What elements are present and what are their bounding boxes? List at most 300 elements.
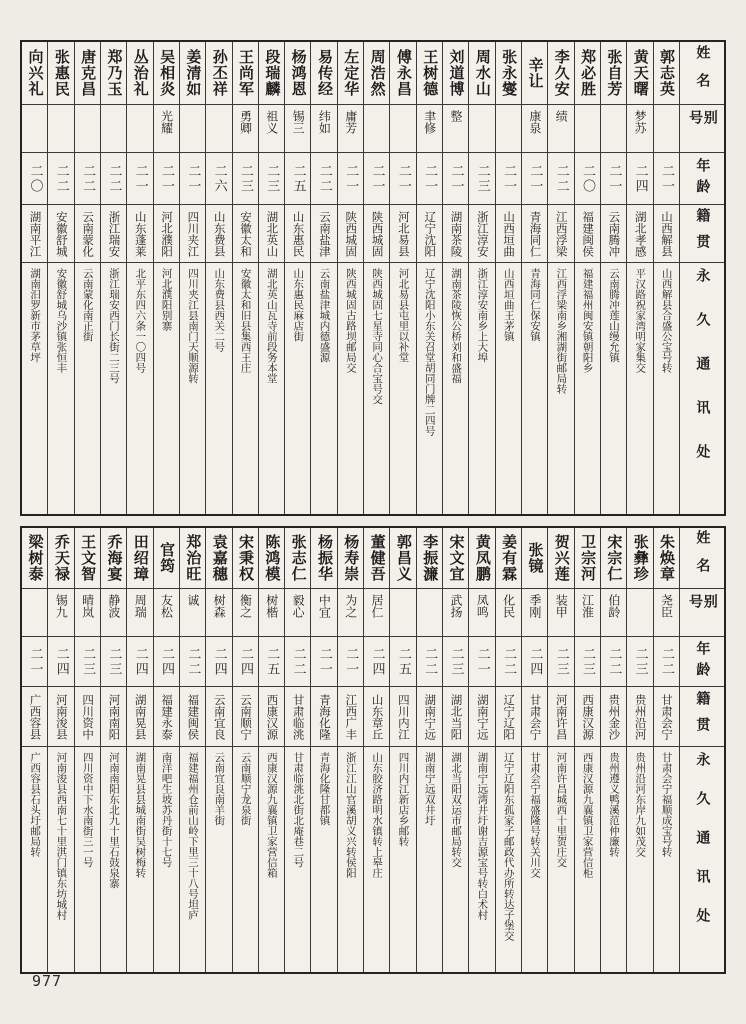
person-age: 二〇	[27, 163, 43, 194]
person-address: 北平东四六条一〇四号	[134, 268, 147, 373]
person-alias: 为之	[343, 594, 358, 618]
column-header-origin: 籍贯	[694, 207, 711, 260]
person-origin-cell	[417, 686, 442, 746]
person-name-cell	[338, 42, 363, 104]
person-address-cell	[417, 746, 442, 972]
person-age-cell	[627, 636, 652, 686]
person-age: 二一	[527, 163, 543, 194]
person-alias: 树森	[212, 594, 227, 618]
person-origin: 浙江瑞安	[107, 210, 122, 257]
person-age: 二四	[211, 646, 227, 677]
person-name-cell	[522, 42, 547, 104]
person-address: 福建福州仓前山岭下里三十八号坦庐	[186, 752, 199, 920]
person-alias: 康泉	[527, 110, 542, 134]
person-address: 山东惠民麻店街	[292, 268, 305, 342]
person-age-cell	[601, 636, 626, 686]
person-name-cell	[75, 528, 100, 588]
person-column	[547, 528, 573, 972]
person-origin: 甘肃会宁	[528, 693, 543, 740]
person-address-cell	[48, 746, 73, 972]
column-header-alias-cell	[680, 104, 724, 152]
person-origin: 西康汉源	[581, 693, 596, 740]
person-name-cell	[390, 528, 415, 588]
person-name-cell	[233, 42, 258, 104]
person-alias-cell	[496, 588, 521, 636]
person-address-cell	[469, 262, 494, 514]
person-alias-cell	[654, 104, 679, 152]
person-alias-cell	[548, 588, 573, 636]
person-origin: 福建闽侯	[186, 693, 201, 740]
person-column	[521, 42, 547, 514]
person-address-cell	[259, 262, 284, 514]
column-header-alias-cell	[680, 588, 724, 636]
person-address-cell	[627, 262, 652, 514]
person-name: 姜有霖	[500, 534, 519, 582]
person-origin: 湖北孝感	[633, 210, 648, 257]
person-age: 二一	[316, 646, 332, 677]
person-alias-cell	[48, 104, 73, 152]
person-column	[389, 528, 415, 972]
person-origin: 湖南平江	[28, 210, 43, 257]
person-age: 二一	[422, 163, 438, 194]
person-column	[442, 42, 468, 514]
person-alias-cell	[601, 104, 626, 152]
person-origin-cell	[575, 686, 600, 746]
person-name: 左定华	[342, 49, 361, 97]
person-column	[337, 528, 363, 972]
person-column	[205, 528, 231, 972]
person-column	[179, 528, 205, 972]
person-column	[416, 42, 442, 514]
person-alias: 化民	[501, 594, 516, 618]
person-column	[205, 42, 231, 514]
person-age-cell	[469, 152, 494, 204]
person-name: 黄天曙	[631, 49, 650, 97]
person-origin-cell	[127, 204, 152, 262]
person-column	[310, 42, 336, 514]
person-alias-cell	[443, 588, 468, 636]
person-alias: 季刚	[527, 594, 542, 618]
person-column	[626, 528, 652, 972]
person-origin-cell	[548, 686, 573, 746]
person-column	[495, 42, 521, 514]
person-address: 西康汉源九襄镇卫家营信柜	[581, 752, 594, 878]
person-age-cell	[154, 636, 179, 686]
person-origin-cell	[127, 686, 152, 746]
person-name: 张自芳	[605, 49, 624, 97]
person-name-cell	[259, 528, 284, 588]
person-columns-bottom	[22, 528, 679, 972]
person-origin: 青海同仁	[528, 210, 543, 257]
person-age: 二二	[290, 646, 306, 677]
person-origin: 云南盐津	[317, 210, 332, 257]
person-address-cell	[548, 262, 573, 514]
person-age-cell	[75, 152, 100, 204]
person-age-cell	[364, 636, 389, 686]
person-address-cell	[654, 262, 679, 514]
person-address: 西康汉源九襄镇卫家营信箱	[265, 752, 278, 878]
person-age: 二三	[264, 163, 280, 194]
person-address: 四川资中下水南街三一号	[81, 752, 94, 868]
header-column-top	[679, 42, 724, 514]
person-age-cell	[417, 152, 442, 204]
person-address-cell	[364, 746, 389, 972]
person-address: 河北易县屯里以补堂	[397, 268, 410, 363]
person-name-cell	[338, 528, 363, 588]
person-address: 广西容县石头圩邮局转	[29, 752, 42, 857]
person-age: 二五	[290, 163, 306, 194]
person-alias-cell	[417, 588, 442, 636]
person-alias: 祖义	[264, 110, 279, 134]
person-alias: 勇卿	[238, 110, 253, 134]
person-origin: 广西容县	[28, 693, 43, 740]
person-age: 二五	[395, 646, 411, 677]
person-alias: 友松	[159, 594, 174, 618]
person-address: 湖南宁远双井圩	[423, 752, 436, 826]
column-header-origin: 籍贯	[694, 690, 711, 743]
person-name-cell	[154, 42, 179, 104]
person-name-cell	[627, 42, 652, 104]
person-alias-cell	[285, 588, 310, 636]
person-origin: 山东费县	[212, 210, 227, 257]
person-column	[153, 42, 179, 514]
person-name-cell	[48, 42, 73, 104]
person-age-cell	[101, 152, 126, 204]
person-name: 周浩然	[368, 49, 387, 97]
person-name-cell	[101, 42, 126, 104]
person-age: 二一	[132, 163, 148, 194]
person-origin-cell	[443, 686, 468, 746]
person-name-cell	[364, 528, 389, 588]
person-name: 郭志英	[658, 49, 677, 97]
person-alias: 中宜	[317, 594, 332, 618]
person-name-cell	[259, 42, 284, 104]
person-name-cell	[417, 42, 442, 104]
person-name-cell	[127, 42, 152, 104]
person-age-cell	[206, 152, 231, 204]
person-name-cell	[180, 528, 205, 588]
person-alias-cell	[259, 588, 284, 636]
person-age: 二三	[80, 646, 96, 677]
person-alias-cell	[522, 588, 547, 636]
person-address: 山东胶济路明水镇转上皋庄	[371, 752, 384, 878]
person-age: 二二	[80, 163, 96, 194]
person-origin-cell	[390, 204, 415, 262]
person-age: 二三	[553, 646, 569, 677]
person-origin: 辽宁辽阳	[502, 693, 517, 740]
person-address-cell	[654, 746, 679, 972]
person-alias-cell	[338, 588, 363, 636]
person-column	[232, 42, 258, 514]
person-column	[310, 528, 336, 972]
person-name: 王尚军	[237, 49, 256, 97]
person-age: 二五	[264, 646, 280, 677]
person-address: 湖南汨罗新市茅草坪	[29, 268, 42, 363]
person-age: 二四	[527, 646, 543, 677]
person-origin: 甘肃会宁	[660, 693, 675, 740]
person-origin-cell	[364, 686, 389, 746]
person-address: 福建福州闽安镇朝阳乡	[581, 268, 594, 373]
person-alias: 装甲	[554, 594, 569, 618]
person-address: 甘肃临洮北街北庵巷二号	[292, 752, 305, 868]
person-origin-cell	[548, 204, 573, 262]
person-address-cell	[127, 262, 152, 514]
person-age-cell	[259, 636, 284, 686]
person-address: 湖北英山瓦寺前段务本堂	[265, 268, 278, 384]
column-header-age: 年龄	[694, 640, 711, 683]
person-age-cell	[601, 152, 626, 204]
person-origin-cell	[311, 204, 336, 262]
person-column	[653, 42, 679, 514]
person-name-cell	[233, 528, 258, 588]
person-origin: 云南蒙化	[81, 210, 96, 257]
person-origin: 云南顺宁	[239, 693, 254, 740]
person-address-cell	[75, 262, 100, 514]
person-age-cell	[443, 636, 468, 686]
person-age-cell	[575, 636, 600, 686]
person-column	[389, 42, 415, 514]
person-origin-cell	[627, 686, 652, 746]
person-column	[74, 42, 100, 514]
person-name-cell	[443, 42, 468, 104]
person-age: 二三	[448, 646, 464, 677]
person-origin-cell	[364, 204, 389, 262]
person-alias-cell	[127, 588, 152, 636]
person-address: 山西垣曲王茅镇	[502, 268, 515, 342]
person-address: 湖南晃县县城南街吴树梅转	[134, 752, 147, 878]
person-name-cell	[548, 528, 573, 588]
person-name: 乔天禄	[52, 534, 71, 582]
person-address-cell	[417, 262, 442, 514]
person-address-cell	[180, 262, 205, 514]
column-header-address: 永久通讯处	[694, 752, 711, 947]
person-address-cell	[206, 746, 231, 972]
person-origin-cell	[180, 204, 205, 262]
person-age: 二二	[106, 163, 122, 194]
person-name: 唐克昌	[79, 49, 98, 97]
person-address: 山东费县西关二号	[213, 268, 226, 352]
person-name: 朱焕章	[658, 534, 677, 582]
person-name: 杨鸿恩	[289, 49, 308, 97]
person-origin: 安徽太和	[239, 210, 254, 257]
person-name: 李振濂	[421, 534, 440, 582]
person-alias-cell	[75, 588, 100, 636]
person-address: 甘肃会宁福顺成宝号转	[660, 752, 673, 857]
person-alias-cell	[22, 588, 47, 636]
person-address-cell	[364, 262, 389, 514]
person-address-cell	[469, 746, 494, 972]
person-address-cell	[22, 746, 47, 972]
person-origin-cell	[48, 686, 73, 746]
person-alias: 绩	[554, 110, 569, 122]
person-age-cell	[522, 152, 547, 204]
person-address: 湖北当阳双运市邮局转交	[450, 752, 463, 868]
person-address: 甘肃会宁福盛隆号转关川交	[529, 752, 542, 878]
person-name-cell	[154, 528, 179, 588]
person-alias-cell	[233, 104, 258, 152]
person-address-cell	[206, 262, 231, 514]
person-origin-cell	[206, 204, 231, 262]
person-address: 河南浚县西南七十里淇门镇东坊城村	[55, 752, 68, 920]
person-name-cell	[575, 528, 600, 588]
column-header-address: 永久通讯处	[694, 268, 711, 488]
person-origin-cell	[75, 204, 100, 262]
person-address-cell	[22, 262, 47, 514]
person-alias-cell	[338, 104, 363, 152]
person-alias-cell	[101, 588, 126, 636]
person-alias: 毅心	[291, 594, 306, 618]
person-address-cell	[259, 746, 284, 972]
person-name: 董健吾	[368, 534, 387, 582]
column-header-age: 年龄	[694, 157, 711, 200]
person-name: 陈鸿模	[263, 534, 282, 582]
person-origin: 青海化隆	[317, 693, 332, 740]
person-origin-cell	[417, 204, 442, 262]
person-origin-cell	[311, 686, 336, 746]
person-address-cell	[601, 262, 626, 514]
person-origin: 江西广丰	[344, 693, 359, 740]
person-name-cell	[469, 528, 494, 588]
person-name-cell	[469, 42, 494, 104]
person-origin-cell	[22, 204, 47, 262]
column-header-name-cell	[680, 528, 724, 588]
person-name-cell	[601, 528, 626, 588]
person-name-cell	[127, 528, 152, 588]
person-age: 二三	[474, 163, 490, 194]
person-address: 贵州遵义鸭溪范仲廉转	[607, 752, 620, 857]
person-age-cell	[127, 636, 152, 686]
person-column	[100, 528, 126, 972]
person-address: 浙江江山官溪胡义兴转侯阳	[344, 752, 357, 878]
person-age: 二一	[606, 163, 622, 194]
person-origin-cell	[22, 686, 47, 746]
person-address: 湖南茶陵恢公桥刘和盛福	[450, 268, 463, 384]
person-address: 四川内江新店乡邮转	[397, 752, 410, 847]
person-origin-cell	[285, 686, 310, 746]
person-name: 梁树泰	[26, 534, 45, 582]
person-column	[600, 528, 626, 972]
person-alias: 诚	[185, 594, 200, 606]
person-address-cell	[154, 262, 179, 514]
person-name-cell	[390, 42, 415, 104]
person-address-cell	[496, 746, 521, 972]
person-name: 吴相炎	[158, 49, 177, 97]
person-origin: 贵州沿河	[633, 693, 648, 740]
person-address-cell	[180, 746, 205, 972]
person-name-cell	[75, 42, 100, 104]
person-age: 二四	[237, 646, 253, 677]
person-name-cell	[180, 42, 205, 104]
person-age: 二四	[632, 163, 648, 194]
person-age: 二二	[501, 646, 517, 677]
person-column	[232, 528, 258, 972]
person-age: 二一	[369, 163, 385, 194]
person-address: 浙江瑞安西门长街二三号	[108, 268, 121, 384]
person-origin-cell	[338, 686, 363, 746]
person-age: 二二	[422, 646, 438, 677]
person-name: 郭昌义	[394, 534, 413, 582]
person-origin: 陕西城固	[344, 210, 359, 257]
person-alias: 光耀	[159, 110, 174, 134]
person-age: 二一	[343, 163, 359, 194]
person-name: 段瑞麟	[263, 49, 282, 97]
person-column	[337, 42, 363, 514]
person-origin-cell	[654, 204, 679, 262]
person-alias-cell	[496, 104, 521, 152]
person-column	[179, 42, 205, 514]
person-origin-cell	[180, 686, 205, 746]
person-column	[22, 42, 47, 514]
person-age: 二四	[159, 646, 175, 677]
person-origin-cell	[601, 686, 626, 746]
person-age-cell	[22, 636, 47, 686]
person-alias-cell	[390, 104, 415, 152]
person-origin: 云南宜良	[212, 693, 227, 740]
person-address: 云南顺宁龙泉街	[239, 752, 252, 826]
person-origin-cell	[496, 204, 521, 262]
person-address: 平汉路祝家湾明家集交	[634, 268, 647, 373]
person-address-cell	[601, 746, 626, 972]
person-age-cell	[233, 636, 258, 686]
person-address-cell	[75, 746, 100, 972]
person-address-cell	[338, 746, 363, 972]
person-origin-cell	[154, 686, 179, 746]
column-header-address-cell	[680, 746, 724, 972]
person-name: 郑治旺	[184, 534, 203, 582]
person-age: 二二	[658, 646, 674, 677]
person-origin: 四川夹江	[186, 210, 201, 257]
person-name: 袁嘉穗	[210, 534, 229, 582]
person-age-cell	[154, 152, 179, 204]
person-age-cell	[48, 636, 73, 686]
person-age-cell	[654, 636, 679, 686]
person-age-cell	[522, 636, 547, 686]
person-name-cell	[101, 528, 126, 588]
column-header-origin-cell	[680, 686, 724, 746]
person-alias-cell	[233, 588, 258, 636]
person-age: 二四	[53, 646, 69, 677]
page-sheet	[20, 40, 726, 974]
person-age: 二一	[474, 646, 490, 677]
person-age-cell	[469, 636, 494, 686]
person-origin: 山东章丘	[370, 693, 385, 740]
person-address: 青海同仁保安镇	[529, 268, 542, 342]
person-origin: 河北易县	[396, 210, 411, 257]
person-origin: 河南浚县	[54, 693, 69, 740]
person-address-cell	[522, 746, 547, 972]
person-origin: 江西浮梁	[554, 210, 569, 257]
person-address: 云南宜良南羊街	[213, 752, 226, 826]
person-column	[153, 528, 179, 972]
person-origin-cell	[101, 204, 126, 262]
person-name: 官筠	[158, 542, 177, 574]
person-column	[284, 528, 310, 972]
person-alias-cell	[601, 588, 626, 636]
person-alias-cell	[469, 588, 494, 636]
person-origin: 福建永泰	[160, 693, 175, 740]
person-age: 二四	[132, 646, 148, 677]
column-header-age-cell	[680, 636, 724, 686]
person-alias: 尧臣	[659, 594, 674, 618]
person-origin: 山东蓬莱	[133, 210, 148, 257]
person-name: 杨寿崇	[342, 534, 361, 582]
person-age-cell	[575, 152, 600, 204]
person-age: 二一	[395, 163, 411, 194]
person-column	[47, 528, 73, 972]
person-address: 浙江淳安南乡上大埠	[476, 268, 489, 363]
person-name-cell	[22, 528, 47, 588]
person-column	[600, 42, 626, 514]
